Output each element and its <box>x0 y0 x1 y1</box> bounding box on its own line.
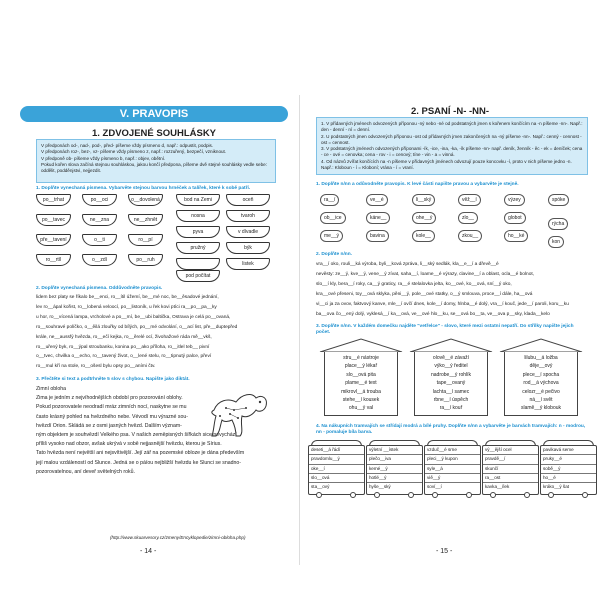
tram-cell[interactable]: viě__ý <box>425 474 480 483</box>
word-bowl[interactable]: zlo__ <box>458 212 478 224</box>
tram-cell[interactable]: ho__é <box>541 474 596 483</box>
rule-box-left <box>36 139 276 183</box>
tram-body <box>540 445 597 495</box>
word-bowl[interactable]: ho__ké <box>504 230 528 242</box>
tram-cell[interactable]: syle__á <box>425 465 480 474</box>
tram-cell[interactable]: sta__ový <box>311 484 330 490</box>
exercise-line: nevěsty: ze__ý, kve__ý, vene__ý zívat, saha__í, loame__é výrazy, clavine__í a oblast, ocla__é bolnot, <box>316 271 535 277</box>
tram-cell[interactable]: slo__ová <box>309 474 364 483</box>
exercise-line: ro__uřený byk, ro__ýpal stroubanku, konina po__ako příloha, ro__itlel teb__ pivní <box>36 344 210 350</box>
saucer[interactable] <box>176 258 220 270</box>
house-word: slo__ová pita <box>346 371 376 378</box>
tram-cell[interactable]: soví__í <box>427 484 442 490</box>
exercise-line: ba__ova čo__ený dolý, vyklesá__í ka__ová, ve__ové hlo__ku, se__ová bo__ta, ve__ova p__sky, klada__kelo <box>316 311 550 317</box>
tram-wheel <box>466 492 472 498</box>
house-word: plece__í spocha <box>522 371 560 378</box>
house-word: nadrobe__ý rohlík <box>430 371 472 378</box>
tram <box>482 440 539 498</box>
house-roof <box>408 338 494 352</box>
house-word: place__ý lékař <box>344 363 378 370</box>
saucer[interactable]: pod počítat <box>176 270 220 282</box>
cup[interactable]: o__dovolená <box>128 194 163 206</box>
tram-wheel <box>490 492 496 498</box>
tram-wheel <box>374 492 380 498</box>
chapter-title: V. PRAVOPIS <box>20 106 288 122</box>
word-bowl[interactable]: ra__í <box>320 194 339 206</box>
rule-line: Pokud kořen slova začíná stejnou souhláskou, jakou končí předpona, píšeme dvě stejné souhlásky vedle sebe: oddělit, podděnjstvi, nejjezdit. <box>41 161 267 174</box>
house-1 <box>318 338 404 418</box>
task-4-right: 4. Na nákupních tramvajích se střídají modrá a bílé pruhy. Doplňte n/nn a vybarvěte je barvách tramvajích: n - modrou, nn - pomaluje bíla barva. <box>316 424 586 435</box>
tram-cell[interactable]: pruky__é <box>541 455 596 464</box>
exercise-line: lidem bez platy se říkalo be__enci, ro__ítil úžemí, be__mé noc, be__ěsadové jednání, <box>36 295 219 300</box>
saucer[interactable]: oceň <box>226 194 270 206</box>
exercise-line: slo__í kly, bera__í roky, ca__ý graticy, ra__é stelalovka jelta, ko__ové, ko__ová, sní__ý oko, <box>316 281 512 287</box>
tram <box>366 440 423 498</box>
tram-cell[interactable]: sobě__ý <box>541 465 596 474</box>
saucer[interactable]: nosna <box>176 210 220 222</box>
tram-wheel <box>316 492 322 498</box>
word-bowl[interactable]: výzey <box>504 194 525 206</box>
cup[interactable]: po__trhat <box>36 194 71 206</box>
exercise-line: o__tvec, chvilka o__echo, ro__tavený život, o__lené stelu, ro__tipnutý palce, převí <box>36 354 212 360</box>
story-line: Zima je jedním z nejvíhodnějších období pro pozorování oblohy. <box>36 395 183 402</box>
story-line: ným objektem je souhvězdí Velkého psa. V našich zeměpisných šířkách sice nevychází <box>36 432 237 439</box>
tram-cell[interactable]: ra__ost <box>483 474 538 483</box>
house-roof <box>498 338 584 352</box>
house-word: děje__ový <box>529 363 553 370</box>
house-word: tape__ovaný <box>436 380 466 387</box>
house-body <box>324 352 398 416</box>
saucer[interactable]: tvaroh <box>226 210 270 222</box>
exercise-line: ro__mul kří na stole, ro__ošesl bylu opsy po__aními čtv. <box>36 364 156 370</box>
tram-cell[interactable]: výletní __ístek <box>367 446 422 455</box>
rule-line: 4. Od názvů zvířat končících na -n píšeme v přídavných jménech odvozují pouze koncovku -í, proto v nich píšeme jedno -n. Např.: Kloboun - í = Kloboní; vrána - í = vraní. <box>321 158 572 171</box>
tram-wheel <box>432 492 438 498</box>
house-word: plame__é text <box>345 380 377 387</box>
tram-cell[interactable]: pavikavá seme <box>541 446 596 455</box>
word-bowl[interactable]: káne__ <box>366 212 390 224</box>
story-line: Tato hvězda není největší ani nejsvítivější. Její zář na pozemské obloze je dána především <box>36 450 245 457</box>
tram-cell[interactable]: hotlé__ý <box>367 474 422 483</box>
tram-cell[interactable]: pravdě__í <box>483 455 538 464</box>
cup[interactable]: ro__rtíl <box>36 254 71 266</box>
house-3 <box>498 338 584 418</box>
tram-cell[interactable]: plečo__iva <box>367 455 422 464</box>
saucer[interactable]: býk <box>226 242 270 254</box>
cup[interactable]: po__oci <box>82 194 117 206</box>
house-2 <box>408 338 494 418</box>
story-line: příliš vysoko nad obzor, avšak ukrývá v sobě nejjasnější hvězdu, kterou je Sírius. <box>36 441 222 448</box>
house-word: ná__í svět <box>529 397 553 404</box>
exercise-line: krále, ne__aussfý hvězda, ro__ečí kejka, ro__ěrelé ocí, živohažové ráda mě__vkš, <box>36 334 212 340</box>
tram-cell[interactable]: skunčí <box>483 465 538 474</box>
tram <box>424 440 481 498</box>
task-1-right: 1. Doplňte n/nn a odůvodněte pravopis. K levé části napište pravou a vybarvěte je stejně. <box>316 182 519 187</box>
page-number-left: - 14 - <box>140 548 157 555</box>
exercise-line: u hor, ro__vícená lampa, vrcholové a po__mí, be__ubi baltička, Ostrava je celá po__ovaná, <box>36 314 231 320</box>
exercise-line: kra__ové přeseni, toy__ová sklyka, pěni__ý, pole__ové statky, o__ý smlouva, proce__í dále, ha__ová <box>316 291 533 297</box>
tram-cell[interactable]: oke__í <box>309 465 364 474</box>
exercise-line: ro__souhravé políčko, o__ěilá zlouřky od bílých, po__mé odvolání, o__ací list, pře__duptepřed <box>36 324 238 330</box>
word-bowl[interactable]: li__ský <box>412 194 435 206</box>
right-page <box>300 0 600 600</box>
task-3-left: 3. Přečtěte si text a podtrhněte 5 slov s chybou. Napište jako diktát. <box>36 377 190 382</box>
tram-row <box>308 440 598 502</box>
rule-line: 1. V přídavných jménech odvozených příponou -ný nebo -né od podstatných jmen s kořenem končícím na -n píšeme -nn-. Např.: den - denní - ní = denní. <box>321 121 583 133</box>
house-word: olově__é závaží <box>432 355 470 361</box>
saucer[interactable]: pyva <box>176 226 220 238</box>
tram-cell[interactable]: kavka__ílek <box>485 484 510 490</box>
task-2-left: 2. Doplňte vynechaná písmena. Oddůvodněte pravopis. <box>36 286 163 291</box>
tram-cell[interactable]: kemé__ý <box>367 465 422 474</box>
tram-wheel <box>350 492 356 498</box>
rule-line: V předponách od-, nad-, pod-, před- píšeme vždy písmeno d, např.: odpustit, podpis. <box>41 143 214 148</box>
tram-wheel <box>524 492 530 498</box>
cup[interactable]: ne__zna <box>82 214 117 226</box>
saucer[interactable]: pružný <box>176 242 220 254</box>
word-bowl[interactable]: ob__ice <box>320 212 346 224</box>
rule-box-right <box>316 117 588 175</box>
word-bowl[interactable]: spóke <box>548 194 569 206</box>
tram-wheel <box>548 492 554 498</box>
saucer[interactable]: v dívadle <box>226 226 270 238</box>
house-word: celozr__é pečivo <box>522 388 560 395</box>
rule-line: 3. V podstatných jménech odvozených příponami -ík, -ice, -ina, -ka, -ík píšeme -nn- např. deník, ženník - ěc - ek = deníček; cena - ce - ové = cenovka; cena - rov - i = cenový; tíne - vin - a = vinná. <box>321 146 583 158</box>
source-link: (http://www.skuarvesory.cz/zmeny/Encyklopedie/zimni-obloha.php) <box>110 535 246 540</box>
tram-body <box>482 445 539 495</box>
rule-line: 2. U podstatných jmen odvozených příponou -ost od přídavných jmen zakončených na -ný píšeme -nn-. Např.: cenný - cennost - ost = cennost. <box>321 133 582 145</box>
exercise-2-text <box>36 293 286 372</box>
cup[interactable]: o__zdí <box>82 254 117 266</box>
cup[interactable]: ne__zhnět <box>128 214 163 226</box>
cup[interactable]: po__tavec <box>36 214 71 226</box>
tram-cell[interactable]: vý__ější ocel <box>483 446 538 455</box>
exercise-2-text-right <box>316 260 588 319</box>
task-1-left: 1. Doplňte vynechaná písmena. Vybarvěte stejnou barvou hrnéček a talířek, které k sobě patří. <box>36 186 251 191</box>
tram-cell[interactable]: kráko__ý šat <box>543 484 570 490</box>
house-word: rbne__í úspěch <box>433 397 469 404</box>
rule-line: V předponě ob- píšeme vždy písmeno b, např.: objev, obětní. <box>41 155 166 161</box>
dog-illustration <box>206 380 278 442</box>
word-bowl[interactable]: rýcha <box>548 218 568 230</box>
tram-body <box>424 445 481 495</box>
task-2-right: 2. Doplňte n/nn. <box>316 252 352 257</box>
task-3-right: 3. Doplňte n/nn. V každém domečku najděte "vetřelce" - slovo, které mezi ostatní nepatří. Do střílky napište jejich počet. <box>316 324 574 335</box>
house-roof <box>318 338 404 352</box>
word-bowl[interactable]: ve__é <box>366 194 388 206</box>
section-title-left: 1. ZDVOJENÉ SOUHLÁSKY <box>91 128 217 139</box>
house-word: rod__á výchova <box>523 380 559 387</box>
house-word: lilubu__á ložba <box>524 355 558 361</box>
house-word: stru__é nástroje <box>343 355 379 361</box>
cup[interactable]: pře__tavení <box>36 234 71 246</box>
tram <box>308 440 365 498</box>
word-bowl[interactable]: globot <box>504 212 526 224</box>
tram <box>540 440 597 498</box>
story-title: Zimní obloha <box>36 386 66 392</box>
house-word: mikrovl__á trouba <box>341 388 381 395</box>
tram-cell[interactable]: pleci__ý kupon <box>425 455 480 464</box>
tram-body <box>366 445 423 495</box>
tram-wheel <box>582 492 588 498</box>
house-word: stehe__í kousek <box>342 397 380 404</box>
story-line: její malou vzdáleností od Slunce. Jedná se o páíou nejbližší hvězdu ke Slunci se snadno- <box>36 459 242 466</box>
word-bowl[interactable]: kon <box>548 236 564 248</box>
story-line: často krásný pohled na hvězdného nebe. Vévodí mu výrazné sou- <box>36 413 188 420</box>
tram-body <box>308 445 365 495</box>
tram-cell[interactable]: deseti__á řádí <box>309 446 364 455</box>
house-word: slamě__ý klobouk <box>520 405 562 412</box>
rule-line: V předponách roz-, bez-, vz- píšeme vždy písmeno z, např.: rozzuřený, bezpečí, vzniknout. <box>41 149 227 155</box>
house-word: výko__ý ředitel <box>434 363 468 370</box>
house-word: ra__í kouř <box>439 405 463 412</box>
word-bowl[interactable]: me__ý <box>320 230 343 242</box>
cup[interactable]: po__ruh <box>128 254 163 266</box>
exercise-line: vi__ci ja za ovov, faktvový kanve, mle__í ovčí dnes, kole__í domy, hlnba__é dolý, vra__í kouč, jede__í paroli, koru__ku <box>316 301 569 307</box>
exercise-line: lev ro__ápal kořist, ro__lobená veloocí, po__listoník, u řek kovi ptíci ra__po__pa__ky <box>36 304 217 310</box>
story-line: pozorovatelnou, aní deveř světelných roků. <box>36 468 135 475</box>
story-line: Pokud pozorovatele neodradí mráz zimních nocí, naskytne se mu <box>36 404 187 411</box>
word-bowl[interactable]: kole__ <box>412 230 435 242</box>
word-bowl[interactable]: ohe__ý <box>412 212 436 224</box>
house-body <box>504 352 578 416</box>
tram-cell[interactable]: vzduč__é srne <box>425 446 480 455</box>
cup[interactable]: o__ti <box>82 234 117 246</box>
word-bowl[interactable]: věž__í <box>458 194 481 206</box>
page-number-right: - 15 - <box>436 548 453 555</box>
exercise-line: vra__í oko, rouli__ká výroba, byli__ková zpráva, li__ský sedlák, kla__e__í a dřevě__é <box>316 262 499 267</box>
section-title-right: 2. PSANÍ -N- -NN- <box>410 106 490 117</box>
story-line: hvězdí Orion. Skládá se z osmi jasných hvězd. Dalším význam- <box>36 422 182 429</box>
word-bowl[interactable]: zkou__ <box>458 230 482 242</box>
tram-cell[interactable]: pravdomlu__ý <box>309 455 364 464</box>
saucer[interactable]: bod na Zemi <box>176 194 220 206</box>
house-word: lachta__í samec <box>432 388 470 395</box>
house-body <box>414 352 488 416</box>
cup[interactable]: ro__pí <box>128 234 163 246</box>
tram-wheel <box>408 492 414 498</box>
house-word: ohu__ý val <box>348 405 374 412</box>
saucer[interactable]: listek <box>226 258 270 270</box>
word-bowl[interactable]: bavina <box>366 230 389 242</box>
tram-cell[interactable]: hyše__ský <box>369 484 391 490</box>
